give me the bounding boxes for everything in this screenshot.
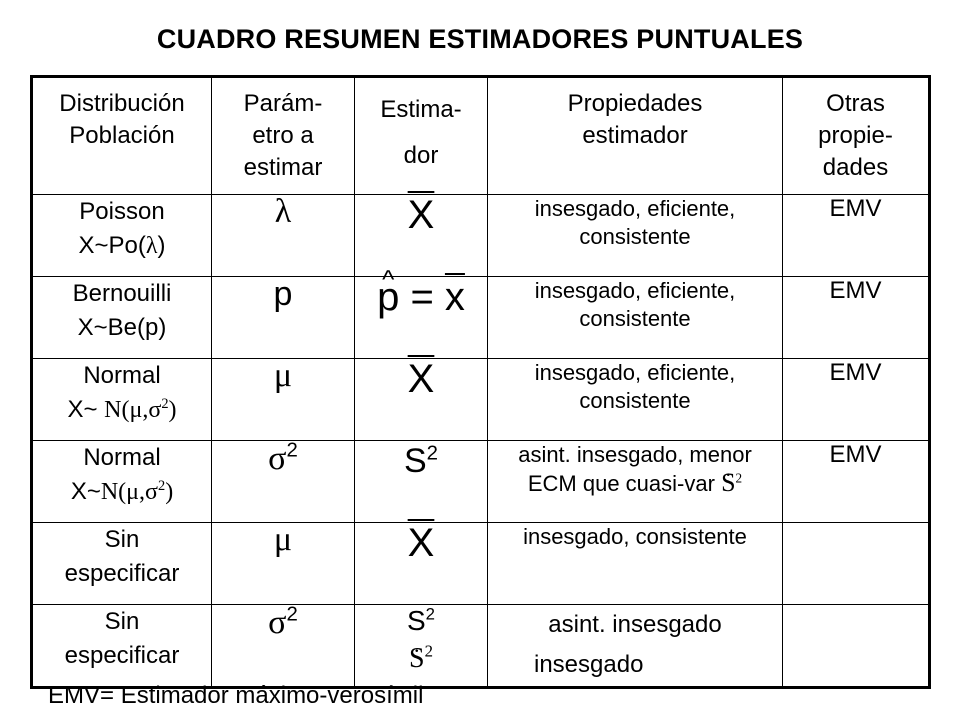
props-text: insesgado, eficiente,: [534, 196, 736, 221]
sigma-symbol: σ: [268, 440, 287, 477]
param-cell: μ: [212, 523, 355, 605]
header-text: dor: [403, 142, 439, 169]
header-text: Estima-: [380, 96, 462, 123]
header-text: Parám-: [243, 90, 323, 117]
dist-name: Bernouilli: [72, 280, 172, 307]
dist-cell: [32, 195, 212, 277]
formula-part: ): [168, 397, 177, 423]
dist-formula: [33, 475, 211, 509]
dist-name: especificar: [64, 642, 180, 669]
x-bar-symbol: $\overline{X}$: [407, 521, 435, 565]
header-text: propie-: [818, 122, 893, 149]
table-row: [32, 605, 930, 688]
header-distribucion: [32, 77, 212, 195]
dist-name: Normal: [83, 444, 161, 471]
props-cell: [488, 523, 783, 605]
dist-cell: [32, 359, 212, 441]
dist-formula: [33, 229, 211, 263]
formula-part: [104, 397, 176, 423]
header-text: estimador: [582, 122, 688, 149]
sigma-symbol: σ: [268, 604, 287, 641]
superscript: 2: [426, 442, 439, 465]
props-cell: [488, 195, 783, 277]
props-text: insesgado, consistente: [523, 524, 747, 549]
dist-name: Sin: [104, 608, 140, 635]
dist-formula: [33, 393, 211, 427]
props-text: [488, 469, 782, 498]
formula-part: ): [165, 479, 174, 505]
s-symbol: S: [406, 605, 426, 636]
estim-line: [355, 605, 487, 637]
otras-cell: EMV: [783, 277, 930, 359]
dist-cell: [32, 605, 212, 688]
formula-part: N(μ,σ: [104, 397, 162, 423]
estimators-table: [30, 75, 931, 689]
header-otras: [783, 77, 930, 195]
equals-symbol: =: [399, 275, 445, 319]
header-row: [32, 77, 930, 195]
estim-cell: [355, 605, 488, 688]
otras-cell: EMV: [783, 359, 930, 441]
props-text: ECM que cuasi-var: [527, 471, 715, 496]
estim-line: [355, 643, 487, 675]
header-text: Propiedades: [567, 90, 703, 117]
param-cell: λ: [212, 195, 355, 277]
x-bar-symbol: $\overline{X}$: [407, 193, 435, 237]
props-text: consistente: [579, 306, 691, 331]
header-text: dades: [822, 154, 889, 181]
table-row: [32, 523, 930, 605]
formula-part: X~Po(: [78, 232, 146, 259]
props-text: asint. insesgado, menor: [518, 442, 752, 467]
p-hat-symbol: ^ p: [377, 277, 399, 317]
props-cell: [488, 359, 783, 441]
dist-cell: [32, 277, 212, 359]
superscript: 2: [735, 470, 743, 486]
param-cell: [212, 441, 355, 523]
formula-part: N(μ,σ: [100, 479, 158, 505]
estim-cell: [355, 359, 488, 441]
props-text: consistente: [579, 388, 691, 413]
props-text: consistente: [579, 224, 691, 249]
superscript: 2: [286, 603, 298, 626]
formula-part: ): [157, 232, 166, 259]
dist-cell: [32, 441, 212, 523]
superscript: 2: [161, 396, 169, 412]
estim-cell: [355, 195, 488, 277]
props-text: insesgado, eficiente,: [534, 360, 736, 385]
estim-cell: [355, 277, 488, 359]
otras-cell: EMV: [783, 441, 930, 523]
header-text: Distribución: [59, 90, 185, 117]
footer-note: EMV= Estimador máximo-verosímil: [48, 682, 424, 709]
header-text: Otras: [826, 90, 885, 117]
props-text: insesgado, eficiente,: [534, 278, 736, 303]
formula-part: X~: [67, 396, 105, 423]
otras-cell: [783, 523, 930, 605]
props-cell: [488, 441, 783, 523]
x-bar-symbol: $\overline{X}$: [407, 357, 435, 401]
s-dot-symbol: . S: [721, 469, 735, 497]
table-row: [32, 441, 930, 523]
props-cell: [488, 277, 783, 359]
header-text: etro a: [252, 122, 314, 149]
estim-cell: [355, 523, 488, 605]
props-text: insesgado: [534, 651, 644, 678]
param-cell: p: [212, 277, 355, 359]
props-cell: [488, 605, 783, 688]
header-estimador: [355, 77, 488, 195]
formula-part: X~: [70, 478, 101, 505]
s-symbol: S: [403, 442, 427, 480]
header-text: estimar: [243, 154, 323, 181]
estim-cell: [355, 441, 488, 523]
lambda-symbol: λ: [145, 233, 158, 259]
x-bar-symbol: $\overline{x}$: [444, 275, 465, 319]
table-row: [32, 359, 930, 441]
dist-cell: [32, 523, 212, 605]
superscript: 2: [424, 641, 433, 661]
table-row: [32, 277, 930, 359]
otras-cell: [783, 605, 930, 688]
formula-part: [101, 479, 173, 505]
dist-name: Sin: [104, 526, 140, 553]
superscript: 2: [425, 604, 436, 624]
dist-name: especificar: [64, 560, 180, 587]
param-cell: μ: [212, 359, 355, 441]
param-cell: [212, 605, 355, 688]
superscript: 2: [157, 478, 166, 494]
superscript: 2: [286, 439, 298, 462]
header-propiedades: [488, 77, 783, 195]
table-row: [32, 195, 930, 277]
page-title: CUADRO RESUMEN ESTIMADORES PUNTUALES: [156, 24, 804, 54]
props-text: asint. insesgado: [548, 611, 722, 638]
dist-formula: X~Be(p): [77, 314, 167, 341]
dist-name: Normal: [83, 362, 161, 389]
header-text: Población: [69, 122, 175, 149]
otras-cell: EMV: [783, 195, 930, 277]
header-parametro: [212, 77, 355, 195]
dist-name: Poisson: [79, 198, 165, 225]
s-dot-symbol: . S: [409, 643, 425, 675]
